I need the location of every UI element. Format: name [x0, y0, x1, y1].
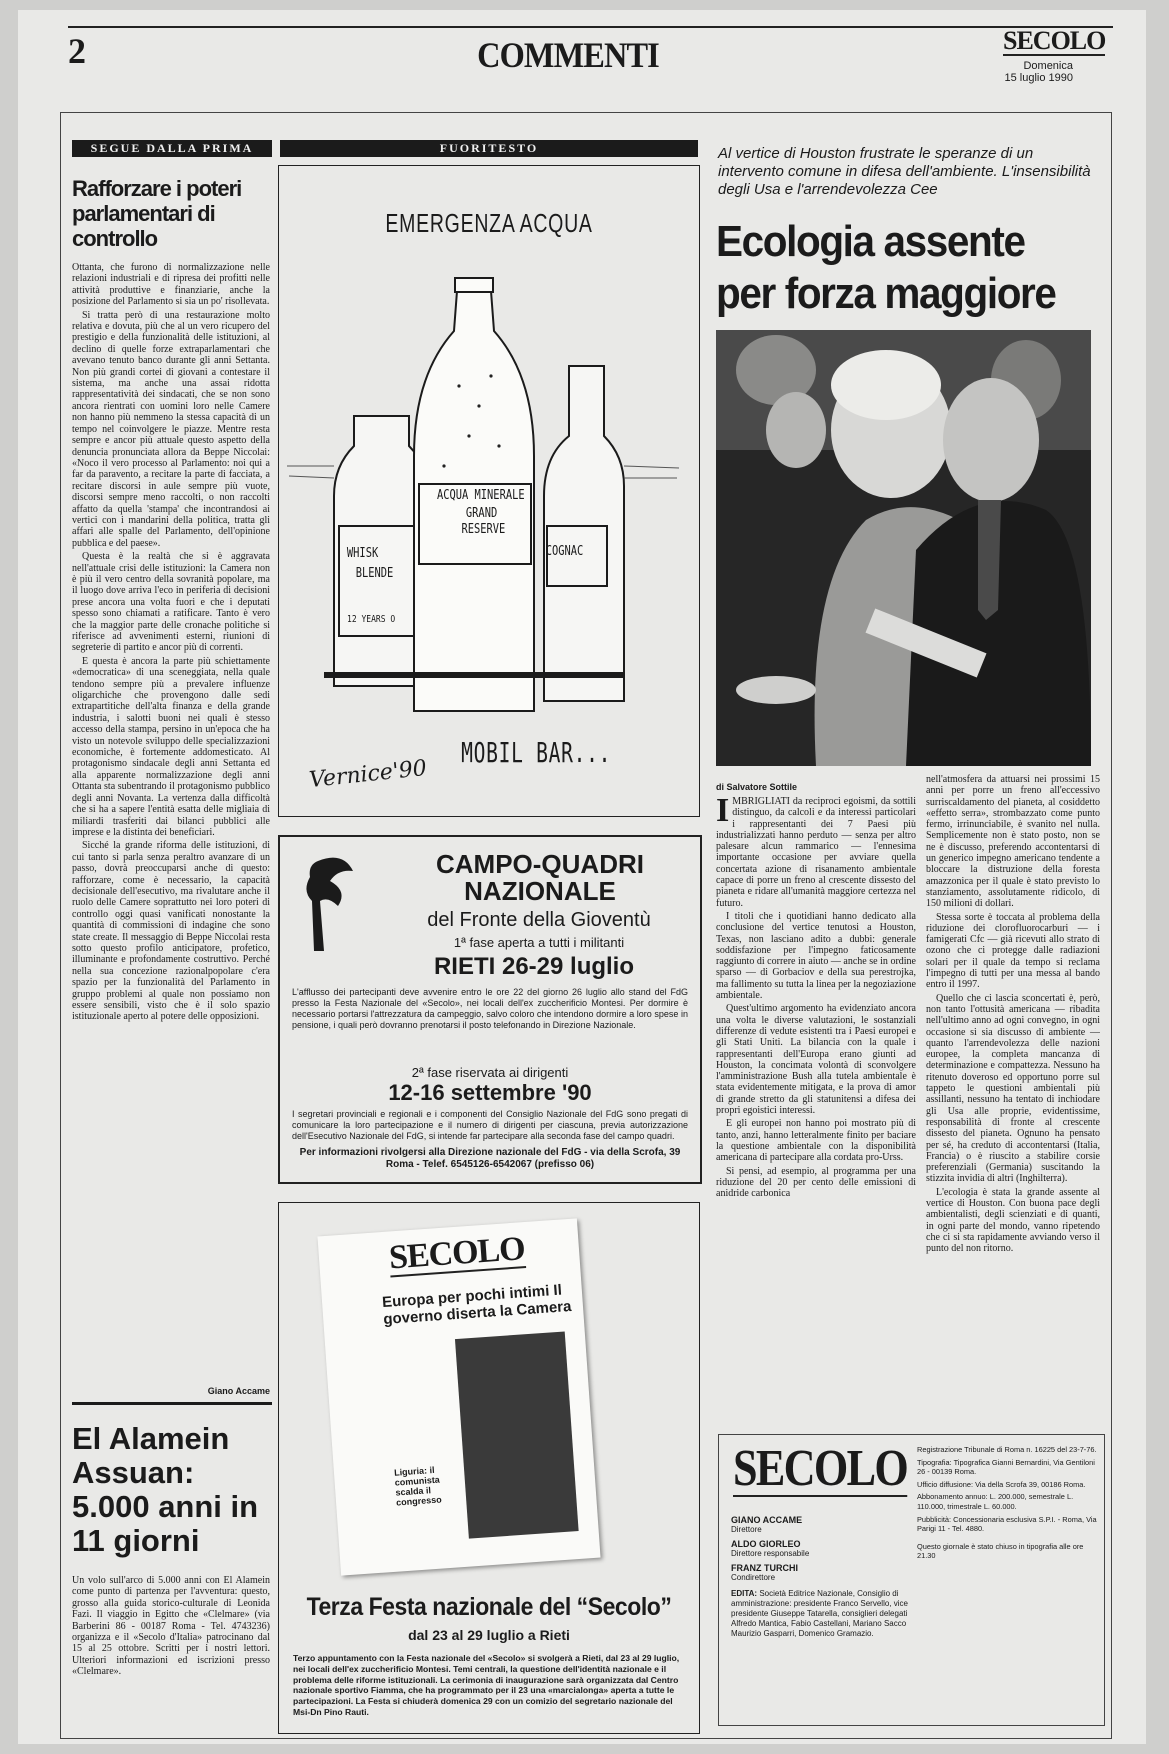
article-paragraph: Stessa sorte è toccata al problema della riduzione dei clorofluorocarburi — i famigerati Cfc — già ricevuti allo strato di ozono che ci protegge dalle radiazioni solari per il quale da tempo si reclama l'impegno di tutti per una messa al bando entro il 1997.: [926, 911, 1100, 991]
col1-paragraph: Ottanta, che furono di normalizzazione nelle relazioni industriali e di ripresa dei profitti nelle attività produttive e finanziarie, anche la posizione del Parlamento si sia un po' risollevata.: [72, 262, 270, 308]
article-photo: [716, 330, 1091, 766]
col1-signature: Giano Accame: [207, 1386, 270, 1396]
col1-paragraph: Sicché la grande riforma delle istituzioni, di cui tanto si parla senza peraltro avanzare di un passo, dovrà preoccuparsi anche di questo: rafforzare, come è necessario, la capacità decisionale dell'esecutivo, ma rivalutare anche il ruolo delle Camere soprattutto nei loro poteri di controllo oggi quasi vanificati nonostante la quantità di commissioni di indagine che sono state create. Il messaggio di Beppe Niccolai resta sotto questo profilo anticipatore, profetico, illuminante e profondamente costruttivo. Perché nella sua concezione razionalpopolare c'era spazio per la funzionalità del Parlamento in gruppo problemi al quale non possiamo non essere sensibili, visto che è il solo spazio istituzionale aperto al potere delle opposizioni.: [72, 840, 270, 1023]
section-title: COMMENTI: [477, 35, 659, 75]
campo-date2: 12-16 settembre '90: [388, 1080, 592, 1105]
article-paragraph: E gli europei non hanno poi mostrato più di tanto, anzi, hanno letteralmente finito per baciare la questione ambientale con la disponibilità americana di partecipare alla cordata pro-Urss.: [716, 1118, 916, 1164]
header-logo: SECOLO: [1003, 26, 1106, 55]
cartoon-kicker: FUORITESTO: [280, 140, 698, 157]
article-paragraph: L'ecologia è stata la grande assente al vertice di Houston. Con buona pace degli ambientalisti, degli scienziati e di quanti, in ogni parte del mondo, vanno ripetendo che ci si sta rapidamente avviando verso il punto del non ritorno.: [926, 1186, 1100, 1255]
masthead-box: [718, 1434, 1105, 1726]
header-date-text: 15 luglio 1990: [1004, 72, 1073, 84]
staff-name: GIANO ACCAME: [731, 1515, 803, 1525]
article-dropcap: I: [716, 796, 730, 829]
paper-logo: SECOLO: [387, 1230, 526, 1277]
paper-headline: Europa per pochi intimi Il governo diserta la Camera: [381, 1281, 572, 1329]
cartoon-signature: Vernice'90: [308, 755, 428, 794]
col1-kicker: SEGUE DALLA PRIMA: [72, 140, 272, 157]
article-kicker: Al vertice di Houston frustrate le speranze di un intervento comune in difesa dell'ambiente. L'insensibilità degli Usa e l'arrendevolezza Cee: [718, 145, 1091, 198]
festa-ad: [278, 1202, 700, 1734]
article-body-right: [926, 774, 1100, 1416]
imprint-line: Abbonamento annuo: L. 200.000, semestrale L. 110.000, trimestrale L. 60.000.: [917, 1492, 1074, 1511]
col1-paragraph: Questa è la realtà che si è aggravata nell'attuale crisi delle istituzioni: la Camera non è più il vero centro della sovranità popolare, ma il luogo dove arriva l'eco in periferia di decisioni prese ancora una volta fuori e che i deputati spesso sono chiamati a ratificare. Tanto è vero che la maggior parte delle cronache politiche si riferisce ad avvenimenti esterni, riunioni di segreterie di partito e ancor più di correnti.: [72, 551, 270, 654]
imprint-line: Registrazione Tribunale di Roma n. 16225 del 23-7-76.: [917, 1445, 1097, 1454]
masthead-logo: SECOLO: [733, 1440, 908, 1497]
article-paragraph: I titoli che i quotidiani hanno dedicato alla conclusione del vertice tenutosi a Houston, Texas, non lasciano adito a dubbi: generale soddisfazione per l'impegno faticosamente raggiunto di correre in aiuto — anche se in ordine sparso — di Gorbaciov e della sua perestrojka, ma fallimento su tutta la linea per la negoziazione ambientale.: [716, 910, 916, 1002]
article-paragraph: Si pensi, ad esempio, al programma per una riduzione del 20 per cento delle emissioni di anidride carbonica: [716, 1165, 916, 1200]
festa-title: Terza Festa nazionale del “Secolo”: [306, 1593, 672, 1621]
alamein-title: El Alamein Assuan: 5.000 anni in 11 giorni: [72, 1421, 259, 1558]
col1-paragraph: Si tratta però di una restaurazione molto relativa e dovuta, più che al un vero ricupero del prestigio e della funzionalità delle istituzioni, al declino di quelle forze extraparlamentari che avevano tenuto banco durante gli anni Settanta. Non più grandi cortei di giovani a contestare il sistema, ma anche una assai ridotta rappresentatività dei sindacati, che se non sono ancora rientrati con uomini loro nelle Camere non hanno più nemmeno la stessa capacità di un tempo nel coinvolgere le piazze. Mentre resta sempre e ancor più attuale questo aspetto della denuncia pronunciata allora da Beppe Niccolai: «Noco il vero processo al Parlamento: noi qui a far da paravento, a recitare la parte di facciata, a recitare discorsi in aule sempre più vuote, discorsi sempre meno raccolti, o non raccolti affatto da quella 'stampa' che incontrandosi ai vertici con i mandarini della politica, tratta gli affari alle spalle del Parlamento, dell'opinione pubblica e del paese».: [72, 309, 270, 549]
staff-role: Direttore: [731, 1525, 762, 1534]
campo-quadri-ad: [278, 835, 702, 1184]
col1-body: [72, 262, 270, 1382]
staff-role: Direttore responsabile: [731, 1549, 810, 1558]
alamein-body: Un volo sull'arco di 5.000 anni con El Alamein come punto di partenza per l'avventura: questo, grosso alla guida storico-culturale di Leonida Fazi. Il viaggio in Egitto che «Clelmare» (via Barberini 86 - 00187 Roma - Tel. 4743236) organizza e il «Secolo d'Italia» patrocinano dal 15 al 25 ottobre. Scritti per i nostri lettori. Ulteriori informazioni ed iscrizioni presso «Clelmare».: [72, 1575, 270, 1678]
imprint-line: Ufficio diffusione: Via della Scrofa 39, 00186 Roma.: [917, 1479, 1086, 1489]
campo-subtitle: del Fronte della Gioventù: [427, 909, 651, 931]
article-title: Ecologia assente per forza maggiore: [716, 217, 1056, 318]
imprint-line: Tipografia: Tipografica Gianni Bernardini, Via Gentiloni 26 - 00139 Roma.: [917, 1457, 1095, 1477]
label-blended: BLENDE: [355, 566, 394, 581]
festa-text: Terzo appuntamento con la Festa nazionale del «Secolo» si svolgerà a Rieti, dal 23 al 29 luglio, nei locali dell'ex zuccherificio Montesi. Temi centrali, la questione dell'identità nazionale e il problema delle riforme istituzionali. La cerimonia di inaugurazione sarà organizzata dal Centro nazionale sportivo Fiamma, che ha programmato per il 23 una «marcialonga» aperta a tutte le partecipazioni. La Festa si chiuderà domenica 29 con un comizio del segretario nazionale del Msi-Dn Pino Rauti.: [293, 1653, 680, 1717]
campo-info: Per informazioni rivolgersi alla Direzione nazionale del FdG - via della Scrofa, 39 Roma - Telef. 6545126-6542067 (prefisso 06): [299, 1147, 681, 1170]
imprint-footer: Questo giornale è stato chiuso in tipografia alle ore 21.30: [917, 1541, 1084, 1561]
article-paragraph: Quest'ultimo argomento ha evidenziato ancora una volta le diverse valutazioni, le sostanziali differenze di vedute esistenti tra i Paesi europei e gli Stati Uniti. La bilancia con la quale i rappresentanti dell'Europa erano giunti ad Houston, la concimata volontà di sconvolgere l'amministrazione Bush alla tutela ambientale è stata evidentemente mitigata, e la prova di amor di grande stretto da gli statunitensi a difesa dei propri egoistici interessi.: [716, 1003, 916, 1117]
torch-logo-icon: [298, 851, 368, 961]
editor-text: Società Editrice Nazionale, Consiglio di amministrazione: presidente Franco Servello, vice presidente Giuseppe Tatarella, consiglieri delegati Alfredo Mantica, Fabio Castellani, Mariano Sacco Maurizio Gasparri, Domenico Gramazio.: [731, 1589, 908, 1638]
cartoon-title: EMERGENZA ACQUA: [385, 208, 593, 238]
header-day: Domenica: [1023, 60, 1073, 72]
campo-date1: RIETI 26-29 luglio: [433, 953, 635, 980]
staff-name: ALDO GIORLEO: [731, 1539, 801, 1549]
cartoon-box: [278, 165, 700, 817]
paper-subhead: Liguria: il comunista scalda il congresso: [393, 1464, 442, 1508]
label-whisky: WHISK: [346, 546, 379, 561]
cartoon-caption: MOBIL BAR...: [461, 736, 612, 769]
festa-date: dal 23 al 29 luglio a Rieti: [408, 1627, 570, 1643]
col1-divider: [72, 1402, 272, 1405]
article-paragraph: Quello che ci lascia sconcertati è, però, non tanto l'ottusità americana — ribadita nell'ultimo anno ad ogni convegno, in ogni occasione si sia discusso di ambiente — quanto l'arrendevolezza delle nazioni europee, la completa mancanza di determinazione e compattezza. Nessuno ha ritenuto doveroso ed opportuno porre sul tappeto le questioni ambientali più assillanti, nessuno ha tentato di inchiodare gli Usa alle proprie, evidentissime, responsabilità di fronte al crescente dissesto del pianeta. Ognuno ha pensato per sé, ha creduto di accontentarsi (Italia, Francia) o è riuscito a stabilire corsie preferenziali (Germania) suscitando la stizzita invidia di altri (Inghilterra).: [926, 992, 1100, 1185]
campo-text1: L'afflusso dei partecipanti deve avvenire entro le ore 22 del giorno 26 luglio allo stand del FdG presso la Festa Nazionale del «Secolo», nei locali dell'ex zuccherificio Montesi. Per dormire è necessario portarsi l'attrezzatura da campeggio, salvo coloro che intendono dormire a loro spese in pensione, i quali però dovranno prenotarsi il posto telefonando in Direzione Nazionale.: [292, 987, 688, 1030]
header-rule: [68, 26, 1113, 28]
article-paragraph: nell'atmosfera da attuarsi nei prossimi 15 anni per porre un freno all'eccessivo surriscaldamento del pianeta, al cosiddetto «effetto serra», strombazzato come punto fermo, irrinunciabile, è svanito nel nulla. Semplicemente non è stato posto, non se ne è discusso, preferendo accontentarsi di un generico impegno americano tendente a bloccare la distruzione della foresta amazzonica per il quale è stato previsto lo stanziamento, assolutamente ridicolo, di 150 milioni di dollari.: [926, 774, 1100, 910]
label-acqua-minerale: ACQUA MINERALE: [436, 488, 525, 503]
imprint-line: Pubblicità: Concessionaria esclusiva S.P.I. - Roma, Via Parigi 11 - Tel. 4880.: [917, 1514, 1097, 1534]
label-reserve: RESERVE: [461, 522, 506, 537]
masthead-staff: [731, 1515, 911, 1639]
paper-photo: [455, 1331, 579, 1538]
campo-phase1: 1ª fase aperta a tutti i militanti: [453, 935, 625, 950]
article-body-left: [716, 796, 916, 1431]
page-number: 2: [68, 31, 86, 71]
article-byline: di Salvatore Sottile: [716, 782, 798, 792]
label-cognac: COGNAC: [545, 544, 584, 559]
campo-title: CAMPO-QUADRI NAZIONALE: [436, 849, 644, 906]
newspaper-page: [18, 10, 1146, 1744]
editor-label: EDITA:: [731, 1589, 758, 1598]
col1-paragraph: E questa è ancora la parte più schiettamente «democratica» di una sceneggiata, nella quale tendono sempre più a prevalere influenze oligarchiche che provengono dalle sedi extrapartitiche dell'alta finanza e della grande industria, i salotti buoni nei quali è stesso accesso della stampa, persino in un'epoca che ha visto un notevole sviluppo delle specializzazioni economiche, è fortemente addomesticato. Al protagonismo sindacale degli anni Settanta ed alla apparente normalizzazione degli anni Ottanta sta subentrando il protagonismo pubblico degli anni Novanta. La vertenza dalla difficoltà che si ha a sapere l'entità esatta delle migliaia di miliardi trasferiti dai bilanci pubblici alle imprese e la distinta dei beneficiari.: [72, 655, 270, 838]
label-grand: GRAND: [465, 506, 498, 521]
label-years: 12 YEARS O: [347, 614, 396, 625]
masthead-imprint: [917, 1445, 1097, 1561]
newspaper-image: [317, 1218, 600, 1575]
staff-name: FRANZ TURCHI: [731, 1563, 798, 1573]
staff-role: Condirettore: [731, 1573, 776, 1582]
campo-text2: I segretari provinciali e regionali e i componenti del Consiglio Nazionale del FdG sono pregati di comunicare la loro partecipazione e il numero di dirigenti per ciascuna, previa autorizzazione dell'Esecutivo Nazionale del FdG, si intende far partecipare alla seconda fase del campo quadri.: [292, 1109, 688, 1141]
article-lead: MBRIGLIATI da reciproci egoismi, da sottili distinguo, da calcoli e da interessi particolari i rappresentanti dei 7 Paesi più industrializzati hanno perduto — senza per altro palesare alcun rammarico — l'ennesima importante occasione per avviare quella concertata azione di risanamento ambientale capace di porre un freno al crescente dissesto del pianeta e ridare all'umanità maggiore certezza nel futuro.: [716, 796, 916, 909]
campo-phase2: 2ª fase riservata ai dirigenti: [411, 1065, 569, 1080]
header-date: [968, 60, 1073, 84]
col1-title: Rafforzare i poteri parlamentari di controllo: [72, 176, 242, 251]
